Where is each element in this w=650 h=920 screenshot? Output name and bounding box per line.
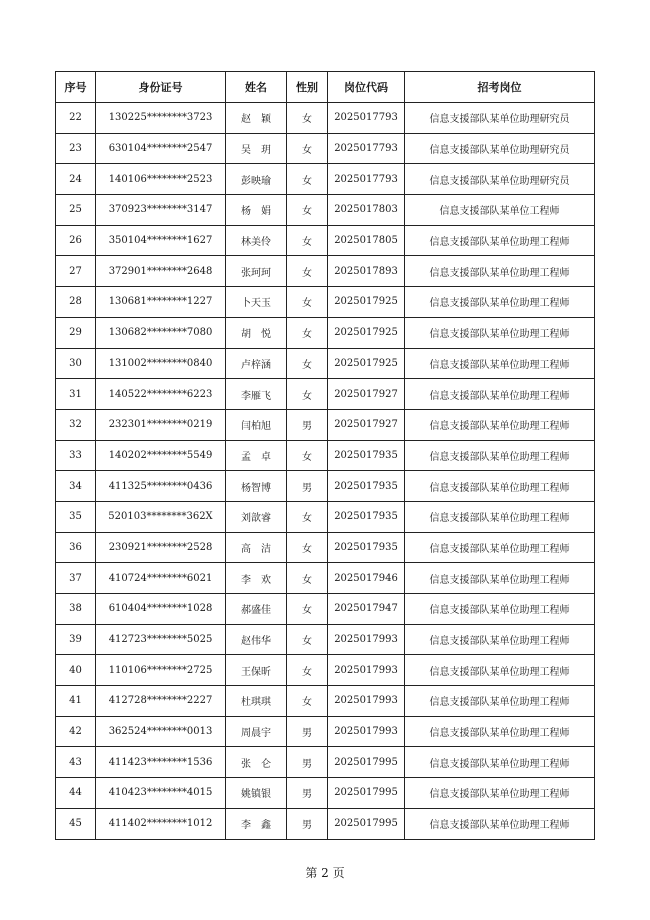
cell-gender: 女 — [287, 317, 328, 348]
cell-gender: 女 — [287, 563, 328, 594]
cell-gender: 女 — [287, 379, 328, 410]
cell-seq: 33 — [56, 440, 96, 471]
table-row — [56, 287, 595, 318]
cell-gender: 女 — [287, 624, 328, 655]
cell-position-code: 2025017803 — [328, 195, 405, 226]
cell-position: 信息支援部队某单位助理工程师 — [405, 440, 595, 471]
cell-position: 信息支援部队某单位助理工程师 — [405, 716, 595, 747]
cell-name: 卜天玉 — [226, 287, 287, 318]
cell-position: 信息支援部队某单位助理工程师 — [405, 348, 595, 379]
cell-gender: 男 — [287, 471, 328, 502]
cell-position: 信息支援部队某单位助理工程师 — [405, 655, 595, 686]
table-row — [56, 133, 595, 164]
cell-gender: 女 — [287, 133, 328, 164]
cell-id-number: 140106********2523 — [96, 164, 226, 195]
cell-name: 高 洁 — [226, 532, 287, 563]
cell-seq: 30 — [56, 348, 96, 379]
table-row — [56, 409, 595, 440]
cell-id-number: 411423********1536 — [96, 747, 226, 778]
cell-seq: 41 — [56, 686, 96, 717]
cell-id-number: 610404********1028 — [96, 594, 226, 625]
cell-position: 信息支援部队某单位助理研究员 — [405, 133, 595, 164]
cell-position-code: 2025017927 — [328, 379, 405, 410]
cell-seq: 40 — [56, 655, 96, 686]
header-seq: 序号 — [56, 72, 96, 103]
cell-name: 赵 颖 — [226, 103, 287, 134]
cell-gender: 男 — [287, 808, 328, 839]
cell-name: 杨 娟 — [226, 195, 287, 226]
cell-gender: 男 — [287, 716, 328, 747]
cell-id-number: 372901********2648 — [96, 256, 226, 287]
cell-seq: 29 — [56, 317, 96, 348]
cell-position-code: 2025017805 — [328, 225, 405, 256]
cell-id-number: 140522********6223 — [96, 379, 226, 410]
cell-name: 胡 悦 — [226, 317, 287, 348]
cell-position-code: 2025017946 — [328, 563, 405, 594]
cell-position: 信息支援部队某单位助理工程师 — [405, 379, 595, 410]
cell-id-number: 110106********2725 — [96, 655, 226, 686]
cell-seq: 26 — [56, 225, 96, 256]
table-row — [56, 655, 595, 686]
cell-seq: 37 — [56, 563, 96, 594]
cell-gender: 女 — [287, 655, 328, 686]
table-row — [56, 624, 595, 655]
cell-seq: 25 — [56, 195, 96, 226]
cell-name: 林美伶 — [226, 225, 287, 256]
cell-position-code: 2025017893 — [328, 256, 405, 287]
cell-position-code: 2025017793 — [328, 133, 405, 164]
cell-gender: 男 — [287, 747, 328, 778]
cell-gender: 女 — [287, 164, 328, 195]
cell-id-number: 410724********6021 — [96, 563, 226, 594]
cell-seq: 22 — [56, 103, 96, 134]
table-header — [56, 72, 595, 103]
cell-seq: 32 — [56, 409, 96, 440]
cell-position-code: 2025017993 — [328, 655, 405, 686]
cell-seq: 39 — [56, 624, 96, 655]
cell-position: 信息支援部队某单位助理研究员 — [405, 103, 595, 134]
cell-gender: 女 — [287, 195, 328, 226]
cell-id-number: 130681********1227 — [96, 287, 226, 318]
cell-name: 周晨宇 — [226, 716, 287, 747]
cell-seq: 34 — [56, 471, 96, 502]
table-row — [56, 440, 595, 471]
header-row — [56, 72, 595, 103]
cell-seq: 43 — [56, 747, 96, 778]
cell-name: 李 鑫 — [226, 808, 287, 839]
cell-id-number: 362524********0013 — [96, 716, 226, 747]
table-row — [56, 778, 595, 809]
table-row — [56, 501, 595, 532]
cell-position-code: 2025017927 — [328, 409, 405, 440]
cell-name: 杜琪琪 — [226, 686, 287, 717]
cell-name: 吴 玥 — [226, 133, 287, 164]
cell-position-code: 2025017995 — [328, 747, 405, 778]
cell-seq: 27 — [56, 256, 96, 287]
cell-seq: 42 — [56, 716, 96, 747]
cell-name: 李 欢 — [226, 563, 287, 594]
table-row — [56, 808, 595, 839]
cell-position-code: 2025017925 — [328, 317, 405, 348]
cell-position-code: 2025017993 — [328, 624, 405, 655]
cell-position: 信息支援部队某单位助理工程师 — [405, 317, 595, 348]
cell-gender: 女 — [287, 594, 328, 625]
cell-position-code: 2025017793 — [328, 164, 405, 195]
cell-gender: 女 — [287, 532, 328, 563]
cell-name: 杨智博 — [226, 471, 287, 502]
cell-position: 信息支援部队某单位助理工程师 — [405, 256, 595, 287]
cell-position: 信息支援部队某单位助理工程师 — [405, 501, 595, 532]
header-position-code: 岗位代码 — [328, 72, 405, 103]
cell-gender: 女 — [287, 440, 328, 471]
cell-position: 信息支援部队某单位助理工程师 — [405, 624, 595, 655]
cell-id-number: 350104********1627 — [96, 225, 226, 256]
cell-name: 卢梓涵 — [226, 348, 287, 379]
cell-id-number: 520103********362X — [96, 501, 226, 532]
cell-name: 彭映瑜 — [226, 164, 287, 195]
cell-position: 信息支援部队某单位助理工程师 — [405, 808, 595, 839]
table-row — [56, 747, 595, 778]
cell-gender: 女 — [287, 287, 328, 318]
cell-position-code: 2025017935 — [328, 501, 405, 532]
cell-seq: 36 — [56, 532, 96, 563]
cell-id-number: 412728********2227 — [96, 686, 226, 717]
cell-name: 郝盛佳 — [226, 594, 287, 625]
cell-position-code: 2025017935 — [328, 471, 405, 502]
cell-position-code: 2025017925 — [328, 287, 405, 318]
table-row — [56, 379, 595, 410]
cell-id-number: 130682********7080 — [96, 317, 226, 348]
table-row — [56, 195, 595, 226]
cell-position-code: 2025017995 — [328, 808, 405, 839]
cell-id-number: 140202********5549 — [96, 440, 226, 471]
cell-position-code: 2025017925 — [328, 348, 405, 379]
cell-seq: 38 — [56, 594, 96, 625]
cell-id-number: 411325********0436 — [96, 471, 226, 502]
cell-seq: 23 — [56, 133, 96, 164]
cell-name: 闫柏旭 — [226, 409, 287, 440]
cell-name: 刘歆睿 — [226, 501, 287, 532]
cell-gender: 女 — [287, 103, 328, 134]
cell-name: 张 仑 — [226, 747, 287, 778]
cell-id-number: 130225********3723 — [96, 103, 226, 134]
table-row — [56, 225, 595, 256]
cell-id-number: 410423********4015 — [96, 778, 226, 809]
cell-position: 信息支援部队某单位工程师 — [405, 195, 595, 226]
candidate-table — [55, 71, 595, 840]
cell-gender: 女 — [287, 348, 328, 379]
cell-position-code: 2025017993 — [328, 716, 405, 747]
cell-position: 信息支援部队某单位助理工程师 — [405, 594, 595, 625]
cell-id-number: 232301********0219 — [96, 409, 226, 440]
table-row — [56, 563, 595, 594]
header-gender: 性别 — [287, 72, 328, 103]
cell-position-code: 2025017947 — [328, 594, 405, 625]
cell-gender: 男 — [287, 778, 328, 809]
cell-name: 姚镇银 — [226, 778, 287, 809]
cell-seq: 45 — [56, 808, 96, 839]
table-row — [56, 686, 595, 717]
cell-position: 信息支援部队某单位助理研究员 — [405, 164, 595, 195]
cell-position: 信息支援部队某单位助理工程师 — [405, 532, 595, 563]
cell-id-number: 411402********1012 — [96, 808, 226, 839]
cell-id-number: 412723********5025 — [96, 624, 226, 655]
cell-position-code: 2025017993 — [328, 686, 405, 717]
cell-position: 信息支援部队某单位助理工程师 — [405, 686, 595, 717]
cell-id-number: 230921********2528 — [96, 532, 226, 563]
cell-seq: 31 — [56, 379, 96, 410]
table-body — [56, 103, 595, 840]
cell-id-number: 370923********3147 — [96, 195, 226, 226]
cell-id-number: 630104********2547 — [96, 133, 226, 164]
table-row — [56, 471, 595, 502]
table-row — [56, 164, 595, 195]
cell-name: 王保昕 — [226, 655, 287, 686]
cell-position: 信息支援部队某单位助理工程师 — [405, 563, 595, 594]
cell-gender: 男 — [287, 409, 328, 440]
cell-seq: 44 — [56, 778, 96, 809]
cell-position: 信息支援部队某单位助理工程师 — [405, 778, 595, 809]
cell-position: 信息支援部队某单位助理工程师 — [405, 747, 595, 778]
header-position: 招考岗位 — [405, 72, 595, 103]
cell-name: 李雁飞 — [226, 379, 287, 410]
table-row — [56, 594, 595, 625]
cell-gender: 女 — [287, 501, 328, 532]
roster-sheet — [55, 71, 594, 840]
table-row — [56, 103, 595, 134]
table-row — [56, 716, 595, 747]
header-name: 姓名 — [226, 72, 287, 103]
table-row — [56, 348, 595, 379]
cell-position: 信息支援部队某单位助理工程师 — [405, 287, 595, 318]
cell-name: 孟 卓 — [226, 440, 287, 471]
cell-id-number: 131002********0840 — [96, 348, 226, 379]
cell-gender: 女 — [287, 686, 328, 717]
header-id-number: 身份证号 — [96, 72, 226, 103]
cell-name: 张珂珂 — [226, 256, 287, 287]
cell-gender: 女 — [287, 225, 328, 256]
cell-position: 信息支援部队某单位助理工程师 — [405, 471, 595, 502]
table-row — [56, 256, 595, 287]
cell-seq: 28 — [56, 287, 96, 318]
cell-seq: 24 — [56, 164, 96, 195]
cell-position-code: 2025017995 — [328, 778, 405, 809]
cell-position-code: 2025017935 — [328, 532, 405, 563]
table-row — [56, 532, 595, 563]
cell-position: 信息支援部队某单位助理工程师 — [405, 225, 595, 256]
cell-gender: 女 — [287, 256, 328, 287]
cell-name: 赵伟华 — [226, 624, 287, 655]
cell-position: 信息支援部队某单位助理工程师 — [405, 409, 595, 440]
cell-position-code: 2025017935 — [328, 440, 405, 471]
page-number: 第 2 页 — [305, 866, 345, 880]
table-row — [56, 317, 595, 348]
cell-seq: 35 — [56, 501, 96, 532]
cell-position-code: 2025017793 — [328, 103, 405, 134]
